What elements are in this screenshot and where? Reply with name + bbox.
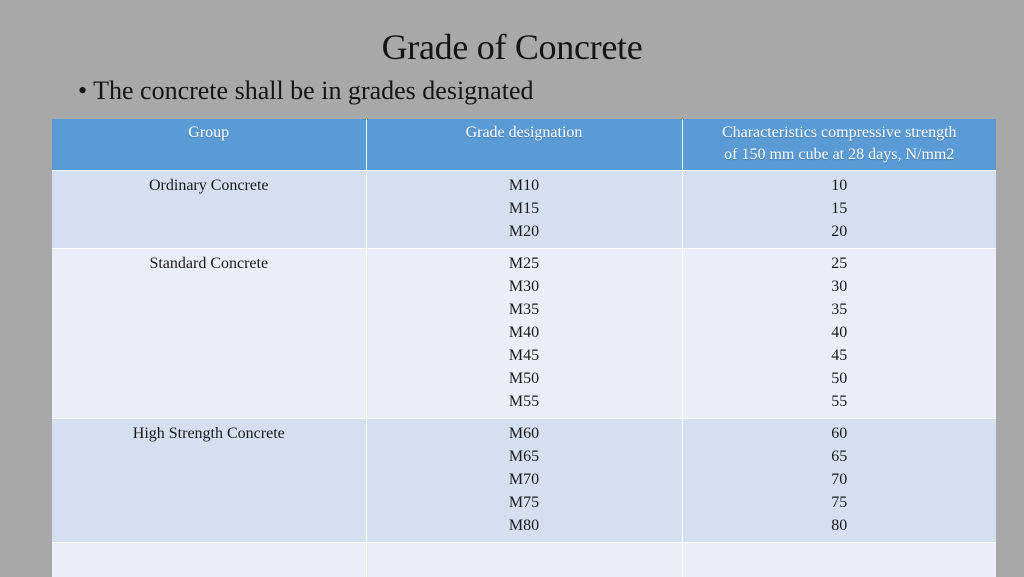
strength-value: 55 [831, 393, 848, 410]
table-header-row [52, 119, 996, 171]
strength-value: 35 [831, 301, 848, 318]
grade-value: M75 [508, 494, 540, 511]
grade-value: M20 [508, 223, 540, 240]
bullet-point [78, 76, 533, 106]
grade-cell [366, 249, 682, 419]
group-cell: Standard Concrete [52, 249, 366, 419]
header-strength-line1: Characteristics compressive strength [721, 124, 957, 141]
group-cell: High Strength Concrete [52, 419, 366, 543]
grade-value: M40 [508, 324, 540, 341]
grade-cell [366, 171, 682, 249]
strength-cell [682, 249, 996, 419]
empty-cell [682, 543, 996, 577]
strength-value: 15 [831, 200, 848, 217]
strength-value: 65 [831, 448, 848, 465]
group-cell: Ordinary Concrete [52, 171, 366, 249]
empty-cell [366, 543, 682, 577]
concrete-grade-table [52, 119, 996, 577]
grade-value: M70 [508, 471, 540, 488]
strength-cell [682, 171, 996, 249]
header-grade: Grade designation [366, 119, 682, 171]
grade-cell [366, 419, 682, 543]
strength-value: 75 [831, 494, 848, 511]
strength-value: 40 [831, 324, 848, 341]
header-group: Group [52, 119, 366, 171]
table-row-empty [52, 543, 996, 577]
grade-value: M30 [508, 278, 540, 295]
grade-value: M60 [508, 425, 540, 442]
grade-value: M80 [508, 517, 540, 534]
bullet-dot-icon: • [78, 76, 88, 105]
strength-cell [682, 419, 996, 543]
table-row [52, 419, 996, 543]
header-strength [682, 119, 996, 171]
table-row [52, 249, 996, 419]
strength-value: 70 [831, 471, 848, 488]
strength-value: 60 [831, 425, 848, 442]
table-row [52, 171, 996, 249]
grade-value: M35 [508, 301, 540, 318]
header-strength-line2: of 150 mm cube at 28 days, N/mm2 [724, 146, 955, 163]
slide-title: Grade of Concrete [381, 27, 643, 67]
grade-value: M10 [508, 177, 540, 194]
grade-value: M45 [508, 347, 540, 364]
strength-value: 45 [831, 347, 848, 364]
strength-value: 30 [831, 278, 848, 295]
strength-value: 80 [831, 517, 848, 534]
grade-value: M15 [508, 200, 540, 217]
empty-cell [52, 543, 366, 577]
strength-value: 50 [831, 370, 848, 387]
strength-value: 10 [831, 177, 848, 194]
grade-value: M55 [508, 393, 540, 410]
grade-value: M50 [508, 370, 540, 387]
grade-value: M25 [508, 255, 540, 272]
strength-value: 20 [831, 223, 848, 240]
strength-value: 25 [831, 255, 848, 272]
grade-value: M65 [508, 448, 540, 465]
bullet-text: The concrete shall be in grades designated [93, 76, 534, 105]
